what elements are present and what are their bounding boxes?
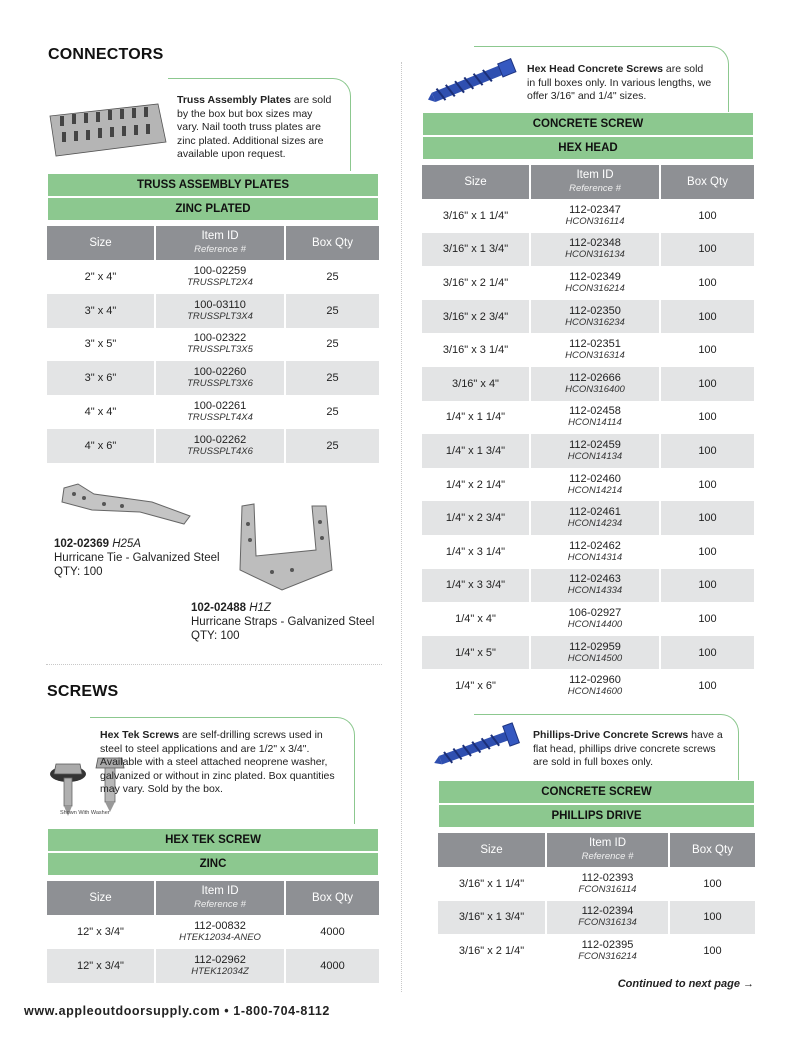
item-id: 112-02462 <box>569 539 621 552</box>
item-id-cell <box>155 429 285 463</box>
reference-code: HCON14234 <box>567 518 623 530</box>
table-row <box>438 901 755 935</box>
item-id: 100-02322 <box>193 332 247 345</box>
item-id: 112-02393 <box>581 871 634 884</box>
table-row <box>422 569 754 603</box>
box-qty-cell: 25 <box>285 429 379 463</box>
item-id-cell <box>530 501 660 535</box>
item-id-column-header: Item ID Reference # <box>530 165 660 199</box>
box-qty-cell: 100 <box>698 344 717 357</box>
size-column-header: Size <box>47 881 155 915</box>
box-qty-cell: 25 <box>285 294 379 328</box>
item-id-cell <box>546 901 669 935</box>
size-cell: 3/16" x 2 3/4" <box>422 300 530 334</box>
item-id-column-header: Item ID Reference # <box>155 881 285 915</box>
size-column-header: Size <box>438 833 546 867</box>
box-qty-cell: 100 <box>660 569 754 603</box>
hex-tek-screw-image <box>46 752 96 818</box>
reference-code: HCON14134 <box>567 450 623 462</box>
reference-code: HCON316114 <box>565 215 625 227</box>
reference-code: HCON316314 <box>565 350 625 362</box>
box-qty-column-header: Box Qty <box>660 165 754 199</box>
hurricane-strap-image <box>232 500 340 596</box>
table-row <box>422 401 754 435</box>
box-qty-column-header: Box Qty <box>669 833 755 867</box>
box-qty-cell: 100 <box>698 545 717 558</box>
reference-code: FCON316114 <box>578 883 637 895</box>
size-cell: 1/4" x 2 1/4" <box>422 468 530 502</box>
item-id-cell <box>530 401 660 435</box>
table-row <box>422 468 754 502</box>
item-id-cell <box>546 934 669 968</box>
table-row <box>47 361 379 395</box>
size-column-header: Size <box>422 165 530 199</box>
table-row <box>422 333 754 367</box>
size-cell: 12" x 3/4" <box>47 949 155 983</box>
reference-code: TRUSSPLT4X4 <box>187 412 253 424</box>
truss-callout-text: Truss Assembly Plates are sold by the box but box sizes may vary. Nail tooth truss plates are zinc plated. Additional sizes are available upon request. <box>177 94 332 160</box>
concrete-hex-header-bar: CONCRETE SCREW <box>422 112 754 136</box>
hextek-header-bar: HEX TEK SCREW <box>47 828 379 852</box>
table-row <box>47 949 379 983</box>
size-cell: 1/4" x 6" <box>422 669 530 703</box>
phillips-callout-text: Phillips-Drive Concrete Screws have a flat head, phillips drive concrete screws are sold in full boxes only. <box>533 729 723 768</box>
continued-note: Continued to next page → <box>617 978 754 990</box>
reference-code: HCON316234 <box>565 316 625 328</box>
size-cell: 1/4" x 1 3/4" <box>422 434 530 468</box>
concrete-hex-table <box>422 165 754 703</box>
item-id-column-header: Item ID Reference # <box>546 833 669 867</box>
size-cell: 3/16" x 4" <box>422 367 530 401</box>
footer-contact: www.appleoutdoorsupply.com • 1-800-704-8112 <box>24 1004 330 1018</box>
reference-code: TRUSSPLT3X4 <box>187 310 253 322</box>
item-id: 100-02261 <box>193 400 247 413</box>
table-row <box>47 260 379 294</box>
item-id-cell <box>155 915 285 949</box>
size-cell: 2" x 4" <box>47 260 155 294</box>
size-column-header: Size <box>47 226 155 260</box>
item-id-cell <box>530 199 660 233</box>
size-cell: 3/16" x 1 1/4" <box>422 199 530 233</box>
reference-code: TRUSSPLT4X6 <box>187 445 253 457</box>
table-row <box>422 233 754 267</box>
table-row <box>47 328 379 362</box>
box-qty-cell: 100 <box>660 434 754 468</box>
reference-code: HTEK12034-ANEO <box>179 932 261 943</box>
box-qty-cell: 100 <box>669 901 755 935</box>
size-cell: 3/16" x 3 1/4" <box>422 333 530 367</box>
item-id: 112-02348 <box>569 237 621 250</box>
truss-header-bar: TRUSS ASSEMBLY PLATES <box>47 173 379 197</box>
item-id: 112-02347 <box>569 203 621 216</box>
item-id-cell <box>155 260 285 294</box>
item-id: 112-02351 <box>569 338 621 351</box>
item-id: 112-02394 <box>581 905 634 918</box>
item-id-cell <box>530 468 660 502</box>
table-row <box>47 915 379 949</box>
box-qty-cell: 100 <box>660 636 754 670</box>
size-cell: 1/4" x 5" <box>422 636 530 670</box>
box-qty-cell: 100 <box>698 411 717 424</box>
washer-label: Shown With Washer <box>60 810 110 816</box>
size-cell: 1/4" x 3 1/4" <box>422 535 530 569</box>
reference-code: HCON316134 <box>565 249 625 261</box>
table-row <box>422 669 754 703</box>
table-row <box>47 429 379 463</box>
reference-code: HCON14400 <box>567 618 623 630</box>
reference-code: TRUSSPLT2X4 <box>187 276 253 288</box>
reference-code: HCON316214 <box>565 282 625 294</box>
box-qty-cell: 25 <box>326 338 339 351</box>
item-id: 100-03110 <box>194 298 246 311</box>
box-qty-cell: 100 <box>660 233 754 267</box>
hurricane-strap-caption: 102-02488 H1Z Hurricane Straps - Galvanized Steel QTY: 100 <box>191 602 375 642</box>
box-qty-cell: 25 <box>326 406 339 419</box>
item-id-cell <box>530 266 660 300</box>
hurricane-tie-caption: 102-02369 H25A Hurricane Tie - Galvanized Steel QTY: 100 <box>54 538 220 578</box>
item-id: 100-02260 <box>193 366 247 379</box>
table-row <box>422 535 754 569</box>
box-qty-cell: 100 <box>703 877 722 890</box>
table-row <box>438 934 755 968</box>
item-id: 112-02460 <box>569 472 621 485</box>
size-cell: 1/4" x 4" <box>422 602 530 636</box>
item-id: 112-02962 <box>194 954 246 966</box>
item-id-cell <box>546 867 669 901</box>
item-id: 112-02959 <box>569 640 621 653</box>
item-id: 112-00832 <box>194 920 246 932</box>
size-cell: 3/16" x 1 3/4" <box>422 233 530 267</box>
size-cell: 1/4" x 2 3/4" <box>422 501 530 535</box>
table-row <box>422 266 754 300</box>
hextek-callout-text: Hex Tek Screws are self-drilling screws used in steel to steel applications and are 1/2" x 3/4". Available with a steel attached neoprene washer, galvanized or without in zinc plated. Box quantities may vary. Sold by the box. <box>100 729 335 795</box>
table-row <box>422 300 754 334</box>
reference-code: FCON316134 <box>578 917 637 929</box>
box-qty-cell: 100 <box>703 944 722 957</box>
reference-code: FCON316214 <box>578 950 637 962</box>
table-row <box>47 294 379 328</box>
connectors-title: CONNECTORS <box>48 46 164 63</box>
size-cell: 3" x 4" <box>47 294 155 328</box>
item-id: 112-02666 <box>569 371 621 384</box>
concrete-phillips-subheader-bar: PHILLIPS DRIVE <box>438 804 755 828</box>
reference-code: HCON14500 <box>567 652 623 664</box>
box-qty-cell: 4000 <box>285 949 379 983</box>
item-id-cell <box>530 233 660 267</box>
item-id-cell <box>155 294 285 328</box>
box-qty-column-header: Box Qty <box>285 226 379 260</box>
reference-code: HCON316400 <box>565 383 625 395</box>
reference-code: TRUSSPLT3X5 <box>187 344 253 356</box>
item-id: 112-02461 <box>569 506 621 519</box>
item-id-cell <box>530 367 660 401</box>
reference-code: HCON14314 <box>567 551 623 563</box>
screws-title: SCREWS <box>47 683 119 700</box>
column-divider <box>401 62 402 992</box>
item-id: 100-02259 <box>193 264 247 277</box>
item-id: 112-02350 <box>569 304 621 317</box>
size-cell: 4" x 6" <box>47 429 155 463</box>
concrete-phillips-table <box>438 833 755 968</box>
truss-plates-image <box>46 96 170 162</box>
table-row <box>422 434 754 468</box>
size-cell: 3/16" x 1 1/4" <box>438 867 546 901</box>
item-id: 112-02960 <box>569 674 621 687</box>
box-qty-cell: 100 <box>698 478 717 491</box>
item-id: 112-02459 <box>569 438 621 451</box>
item-id-cell <box>530 535 660 569</box>
size-cell: 12" x 3/4" <box>47 915 155 949</box>
item-id: 112-02463 <box>569 573 621 586</box>
table-row <box>422 501 754 535</box>
item-id-cell <box>530 333 660 367</box>
item-id-cell <box>530 434 660 468</box>
item-id-cell <box>530 300 660 334</box>
item-id: 112-02395 <box>581 938 634 951</box>
table-row <box>422 602 754 636</box>
box-qty-cell: 100 <box>698 612 717 625</box>
size-cell: 1/4" x 1 1/4" <box>422 401 530 435</box>
size-cell: 3" x 6" <box>47 361 155 395</box>
item-id-cell <box>155 395 285 429</box>
table-row <box>422 367 754 401</box>
box-qty-cell: 25 <box>285 361 379 395</box>
reference-code: HCON14114 <box>568 417 622 429</box>
size-cell: 3/16" x 2 1/4" <box>438 934 546 968</box>
size-cell: 3/16" x 1 3/4" <box>438 901 546 935</box>
box-qty-cell: 100 <box>698 680 717 693</box>
hextek-subheader-bar: ZINC <box>47 852 379 876</box>
hurricane-tie-image <box>52 480 197 532</box>
reference-code: HCON14334 <box>567 585 623 597</box>
size-cell: 4" x 4" <box>47 395 155 429</box>
table-row <box>47 395 379 429</box>
box-qty-cell: 4000 <box>320 926 345 938</box>
item-id-cell <box>530 669 660 703</box>
item-id: 112-02458 <box>569 405 621 418</box>
concrete-hex-subheader-bar: HEX HEAD <box>422 136 754 160</box>
size-cell: 3/16" x 2 1/4" <box>422 266 530 300</box>
item-id-cell <box>530 569 660 603</box>
section-divider <box>46 664 382 665</box>
box-qty-cell: 100 <box>698 276 717 289</box>
table-row <box>422 636 754 670</box>
reference-code: HTEK12034Z <box>191 966 249 977</box>
hextek-table <box>47 881 379 983</box>
item-id: 112-02349 <box>569 270 621 283</box>
size-cell: 1/4" x 3 3/4" <box>422 569 530 603</box>
concrete-phillips-header-bar: CONCRETE SCREW <box>438 780 755 804</box>
reference-code: HCON14214 <box>567 484 623 496</box>
size-cell: 3" x 5" <box>47 328 155 362</box>
item-id-cell <box>155 328 285 362</box>
item-id-cell <box>530 602 660 636</box>
truss-table <box>47 226 379 463</box>
box-qty-cell: 100 <box>698 209 717 222</box>
truss-subheader-bar: ZINC PLATED <box>47 197 379 221</box>
box-qty-cell: 100 <box>660 501 754 535</box>
table-row <box>438 867 755 901</box>
item-id-cell <box>155 949 285 983</box>
item-id-cell <box>530 636 660 670</box>
item-id: 100-02262 <box>193 433 247 446</box>
table-row <box>422 199 754 233</box>
box-qty-cell: 100 <box>660 300 754 334</box>
hex-concrete-callout-text: Hex Head Concrete Screws are sold in full boxes only. In various lengths, we offer 3/16" and 1/4" sizes. <box>527 63 712 102</box>
item-id: 106-02927 <box>568 606 622 619</box>
reference-code: TRUSSPLT3X6 <box>187 378 253 390</box>
reference-code: HCON14600 <box>567 686 623 698</box>
box-qty-cell: 100 <box>660 367 754 401</box>
item-id-cell <box>155 361 285 395</box>
box-qty-column-header: Box Qty <box>285 881 379 915</box>
box-qty-cell: 25 <box>326 270 339 283</box>
item-id-column-header: Item ID Reference # <box>155 226 285 260</box>
